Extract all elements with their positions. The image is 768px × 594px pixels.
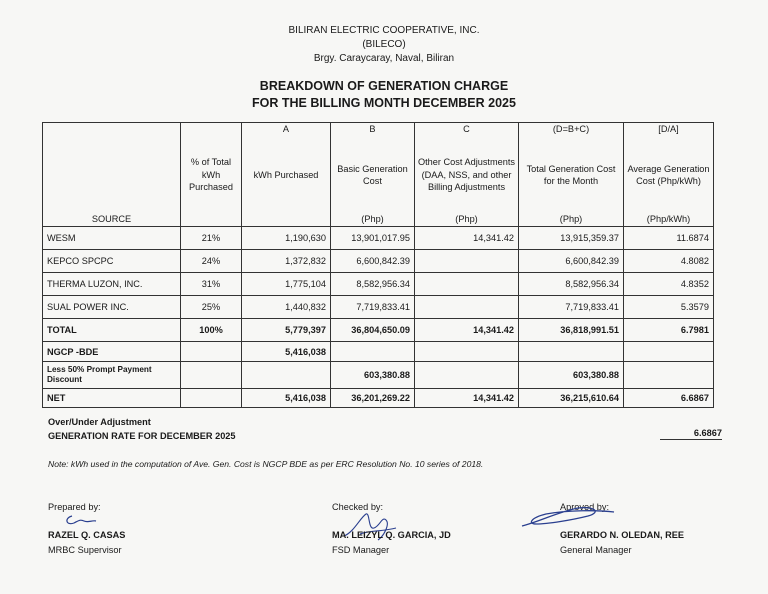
cell-pct: 21%	[181, 227, 242, 250]
cell-avg	[624, 362, 714, 389]
approved-by-name: GERARDO N. OLEDAN, REE	[560, 530, 685, 540]
cell-avg	[624, 342, 714, 362]
cell-source: NGCP -BDE	[43, 342, 181, 362]
checked-signature-icon	[340, 506, 400, 546]
cell-source: Less 50% Prompt Payment Discount	[43, 362, 181, 389]
header-source: SOURCE	[43, 123, 181, 227]
cell-basic: 8,582,956.34	[331, 273, 415, 296]
cell-pct	[181, 342, 242, 362]
cell-kwh: 1,372,832	[242, 250, 331, 273]
company-abbrev: (BILECO)	[362, 39, 406, 50]
cell-basic	[331, 342, 415, 362]
total-row	[43, 319, 714, 342]
company-address: Brgy. Caraycaray, Naval, Biliran	[313, 53, 455, 64]
cell-kwh	[242, 362, 331, 389]
header-avg-cost: [D/A] Average Generation Cost (Php/kWh) (Php/kWh)	[624, 123, 714, 227]
cell-source: THERMA LUZON, INC.	[43, 273, 181, 296]
adjustment-label: Over/Under Adjustment	[48, 417, 151, 427]
company-name: BILIRAN ELECTRIC COOPERATIVE, INC.	[288, 25, 480, 36]
prepared-by-label: Prepared by:	[48, 502, 101, 512]
prepared-by-position: MRBC Supervisor	[48, 545, 122, 555]
cell-total: 7,719,833.41	[519, 296, 624, 319]
cell-avg: 11.6874	[624, 227, 714, 250]
cell-basic: 36,201,269.22	[331, 389, 415, 408]
cell-total: 6,600,842.39	[519, 250, 624, 273]
cell-total: 36,215,610.64	[519, 389, 624, 408]
cell-other	[415, 250, 519, 273]
cell-avg: 6.7981	[624, 319, 714, 342]
cell-kwh: 1,440,832	[242, 296, 331, 319]
cell-kwh: 5,416,038	[242, 389, 331, 408]
approved-by-label: Aproved by:	[560, 502, 610, 512]
table-row	[43, 296, 714, 319]
cell-pct: 25%	[181, 296, 242, 319]
prepared-by-name: RAZEL Q. CASAS	[48, 530, 126, 540]
cell-pct: 100%	[181, 319, 242, 342]
cell-source: WESM	[43, 227, 181, 250]
cell-kwh: 1,190,630	[242, 227, 331, 250]
checked-by-name: MA. LEIZYL Q. GARCIA, JD	[332, 530, 451, 540]
net-row	[43, 389, 714, 408]
document-title-line2: FOR THE BILLING MONTH DECEMBER 2025	[252, 96, 516, 110]
discount-row	[43, 362, 714, 389]
cell-total: 603,380.88	[519, 362, 624, 389]
document-title-line1: BREAKDOWN OF GENERATION CHARGE	[259, 79, 509, 93]
generation-rate-label: GENERATION RATE FOR DECEMBER 2025	[48, 431, 236, 441]
cell-pct	[181, 389, 242, 408]
checked-by-label: Checked by:	[332, 502, 384, 512]
cell-other	[415, 362, 519, 389]
cell-other	[415, 296, 519, 319]
header-other-cost: C Other Cost Adjustments (DAA, NSS, and other Billing Adjustments (Php)	[415, 123, 519, 227]
cell-other: 14,341.42	[415, 389, 519, 408]
cell-total: 36,818,991.51	[519, 319, 624, 342]
cell-other: 14,341.42	[415, 227, 519, 250]
cell-kwh: 5,779,397	[242, 319, 331, 342]
cell-basic: 603,380.88	[331, 362, 415, 389]
cell-basic: 13,901,017.95	[331, 227, 415, 250]
table-header-row	[43, 123, 714, 227]
table-row	[43, 250, 714, 273]
cell-kwh: 5,416,038	[242, 342, 331, 362]
footnote: Note: kWh used in the computation of Ave. Gen. Cost is NGCP BDE as per ERC Resolution No. 10 series of 2018.	[48, 459, 484, 469]
approved-by-position: General Manager	[560, 545, 632, 555]
cell-source: SUAL POWER INC.	[43, 296, 181, 319]
cell-basic: 6,600,842.39	[331, 250, 415, 273]
cell-source: TOTAL	[43, 319, 181, 342]
cell-avg: 4.8352	[624, 273, 714, 296]
cell-total: 8,582,956.34	[519, 273, 624, 296]
cell-avg: 4.8082	[624, 250, 714, 273]
header-basic-cost: B Basic Generation Cost (Php)	[331, 123, 415, 227]
checked-by-position: FSD Manager	[332, 545, 390, 555]
cell-other: 14,341.42	[415, 319, 519, 342]
prepared-signature-icon	[62, 512, 102, 528]
cell-basic: 36,804,650.09	[331, 319, 415, 342]
ngcp-bde-row	[43, 342, 714, 362]
cell-avg: 6.6867	[624, 389, 714, 408]
cell-source: KEPCO SPCPC	[43, 250, 181, 273]
generation-charge-table	[42, 122, 714, 408]
header-percent: % of Total kWh Purchased	[181, 123, 242, 227]
cell-pct: 31%	[181, 273, 242, 296]
cell-other	[415, 342, 519, 362]
table-row	[43, 273, 714, 296]
cell-total	[519, 342, 624, 362]
cell-basic: 7,719,833.41	[331, 296, 415, 319]
cell-source: NET	[43, 389, 181, 408]
cell-pct: 24%	[181, 250, 242, 273]
header-kwh: A kWh Purchased	[242, 123, 331, 227]
cell-other	[415, 273, 519, 296]
table-row	[43, 227, 714, 250]
cell-avg: 5.3579	[624, 296, 714, 319]
generation-rate-value: 6.6867	[660, 428, 722, 440]
cell-pct	[181, 362, 242, 389]
cell-kwh: 1,775,104	[242, 273, 331, 296]
header-total-cost: (D=B+C) Total Generation Cost for the Month (Php)	[519, 123, 624, 227]
cell-total: 13,915,359.37	[519, 227, 624, 250]
